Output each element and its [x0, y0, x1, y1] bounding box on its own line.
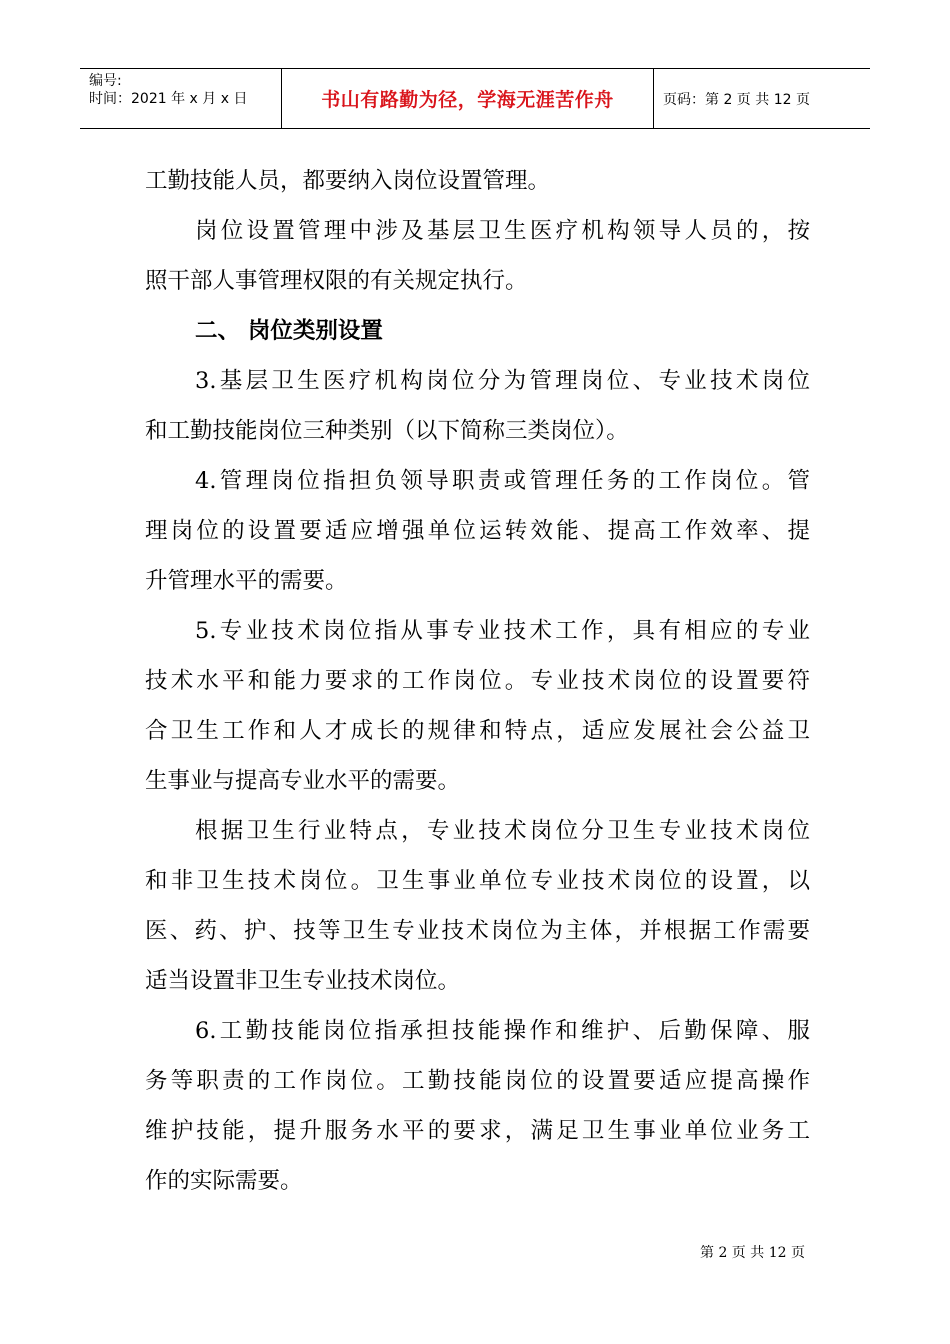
body-line: 和非卫生技术岗位。卫生事业单位专业技术岗位的设置，以	[145, 868, 810, 894]
body-line: 根据卫生行业特点，专业技术岗位分卫生专业技术岗位	[195, 818, 810, 844]
document-header	[80, 68, 870, 129]
page-number-cell	[654, 69, 870, 128]
body-line: 医、药、护、技等卫生专业技术岗位为主体，并根据工作需要	[145, 918, 810, 944]
body-line: 合卫生工作和人才成长的规律和特点，适应发展社会公益卫	[145, 718, 810, 744]
body-line: 技术水平和能力要求的工作岗位。专业技术岗位的设置要符	[145, 668, 810, 694]
body-line: 和工勤技能岗位三种类别（以下简称三类岗位）。	[145, 418, 629, 444]
footer-page-number: 第 2 页 共 12 页	[700, 1245, 805, 1261]
body-line: 工勤技能人员，都要纳入岗位设置管理。	[145, 168, 551, 194]
body-line: 适当设置非卫生专业技术岗位。	[145, 968, 461, 994]
motto-cell	[282, 69, 654, 128]
body-line: 6.工勤技能岗位指承担技能操作和维护、后勤保障、服	[195, 1018, 810, 1044]
body-line: 照干部人事管理权限的有关规定执行。	[145, 268, 528, 294]
body-line: 升管理水平的需要。	[145, 568, 348, 594]
body-line: 理岗位的设置要适应增强单位运转效能、提高工作效率、提	[145, 518, 810, 544]
header-meta-cell	[80, 69, 282, 128]
body-line: 作的实际需要。	[145, 1168, 303, 1194]
body-line: 5.专业技术岗位指从事专业技术工作，具有相应的专业	[195, 618, 810, 644]
page-footer	[700, 1242, 805, 1262]
document-body	[145, 156, 810, 1206]
body-line: 4.管理岗位指担负领导职责或管理任务的工作岗位。管	[195, 468, 810, 494]
serial-number-label: 编号:	[89, 73, 122, 89]
body-line: 3.基层卫生医疗机构岗位分为管理岗位、专业技术岗位	[195, 368, 810, 394]
motto-text: 书山有路勤为径，学海无涯苦作舟	[321, 89, 614, 111]
date-label: 时间：2021 年 x 月 x 日	[89, 91, 248, 107]
body-line: 务等职责的工作岗位。工勤技能岗位的设置要适应提高操作	[145, 1068, 810, 1094]
body-line: 生事业与提高专业水平的需要。	[145, 768, 461, 794]
body-line: 岗位设置管理中涉及基层卫生医疗机构领导人员的，按	[195, 218, 810, 244]
header-page-label: 页码：第 2 页 共 12 页	[663, 91, 810, 108]
body-line: 维护技能，提升服务水平的要求，满足卫生事业单位业务工	[145, 1118, 810, 1144]
section-heading: 二、 岗位类别设置	[195, 318, 383, 344]
